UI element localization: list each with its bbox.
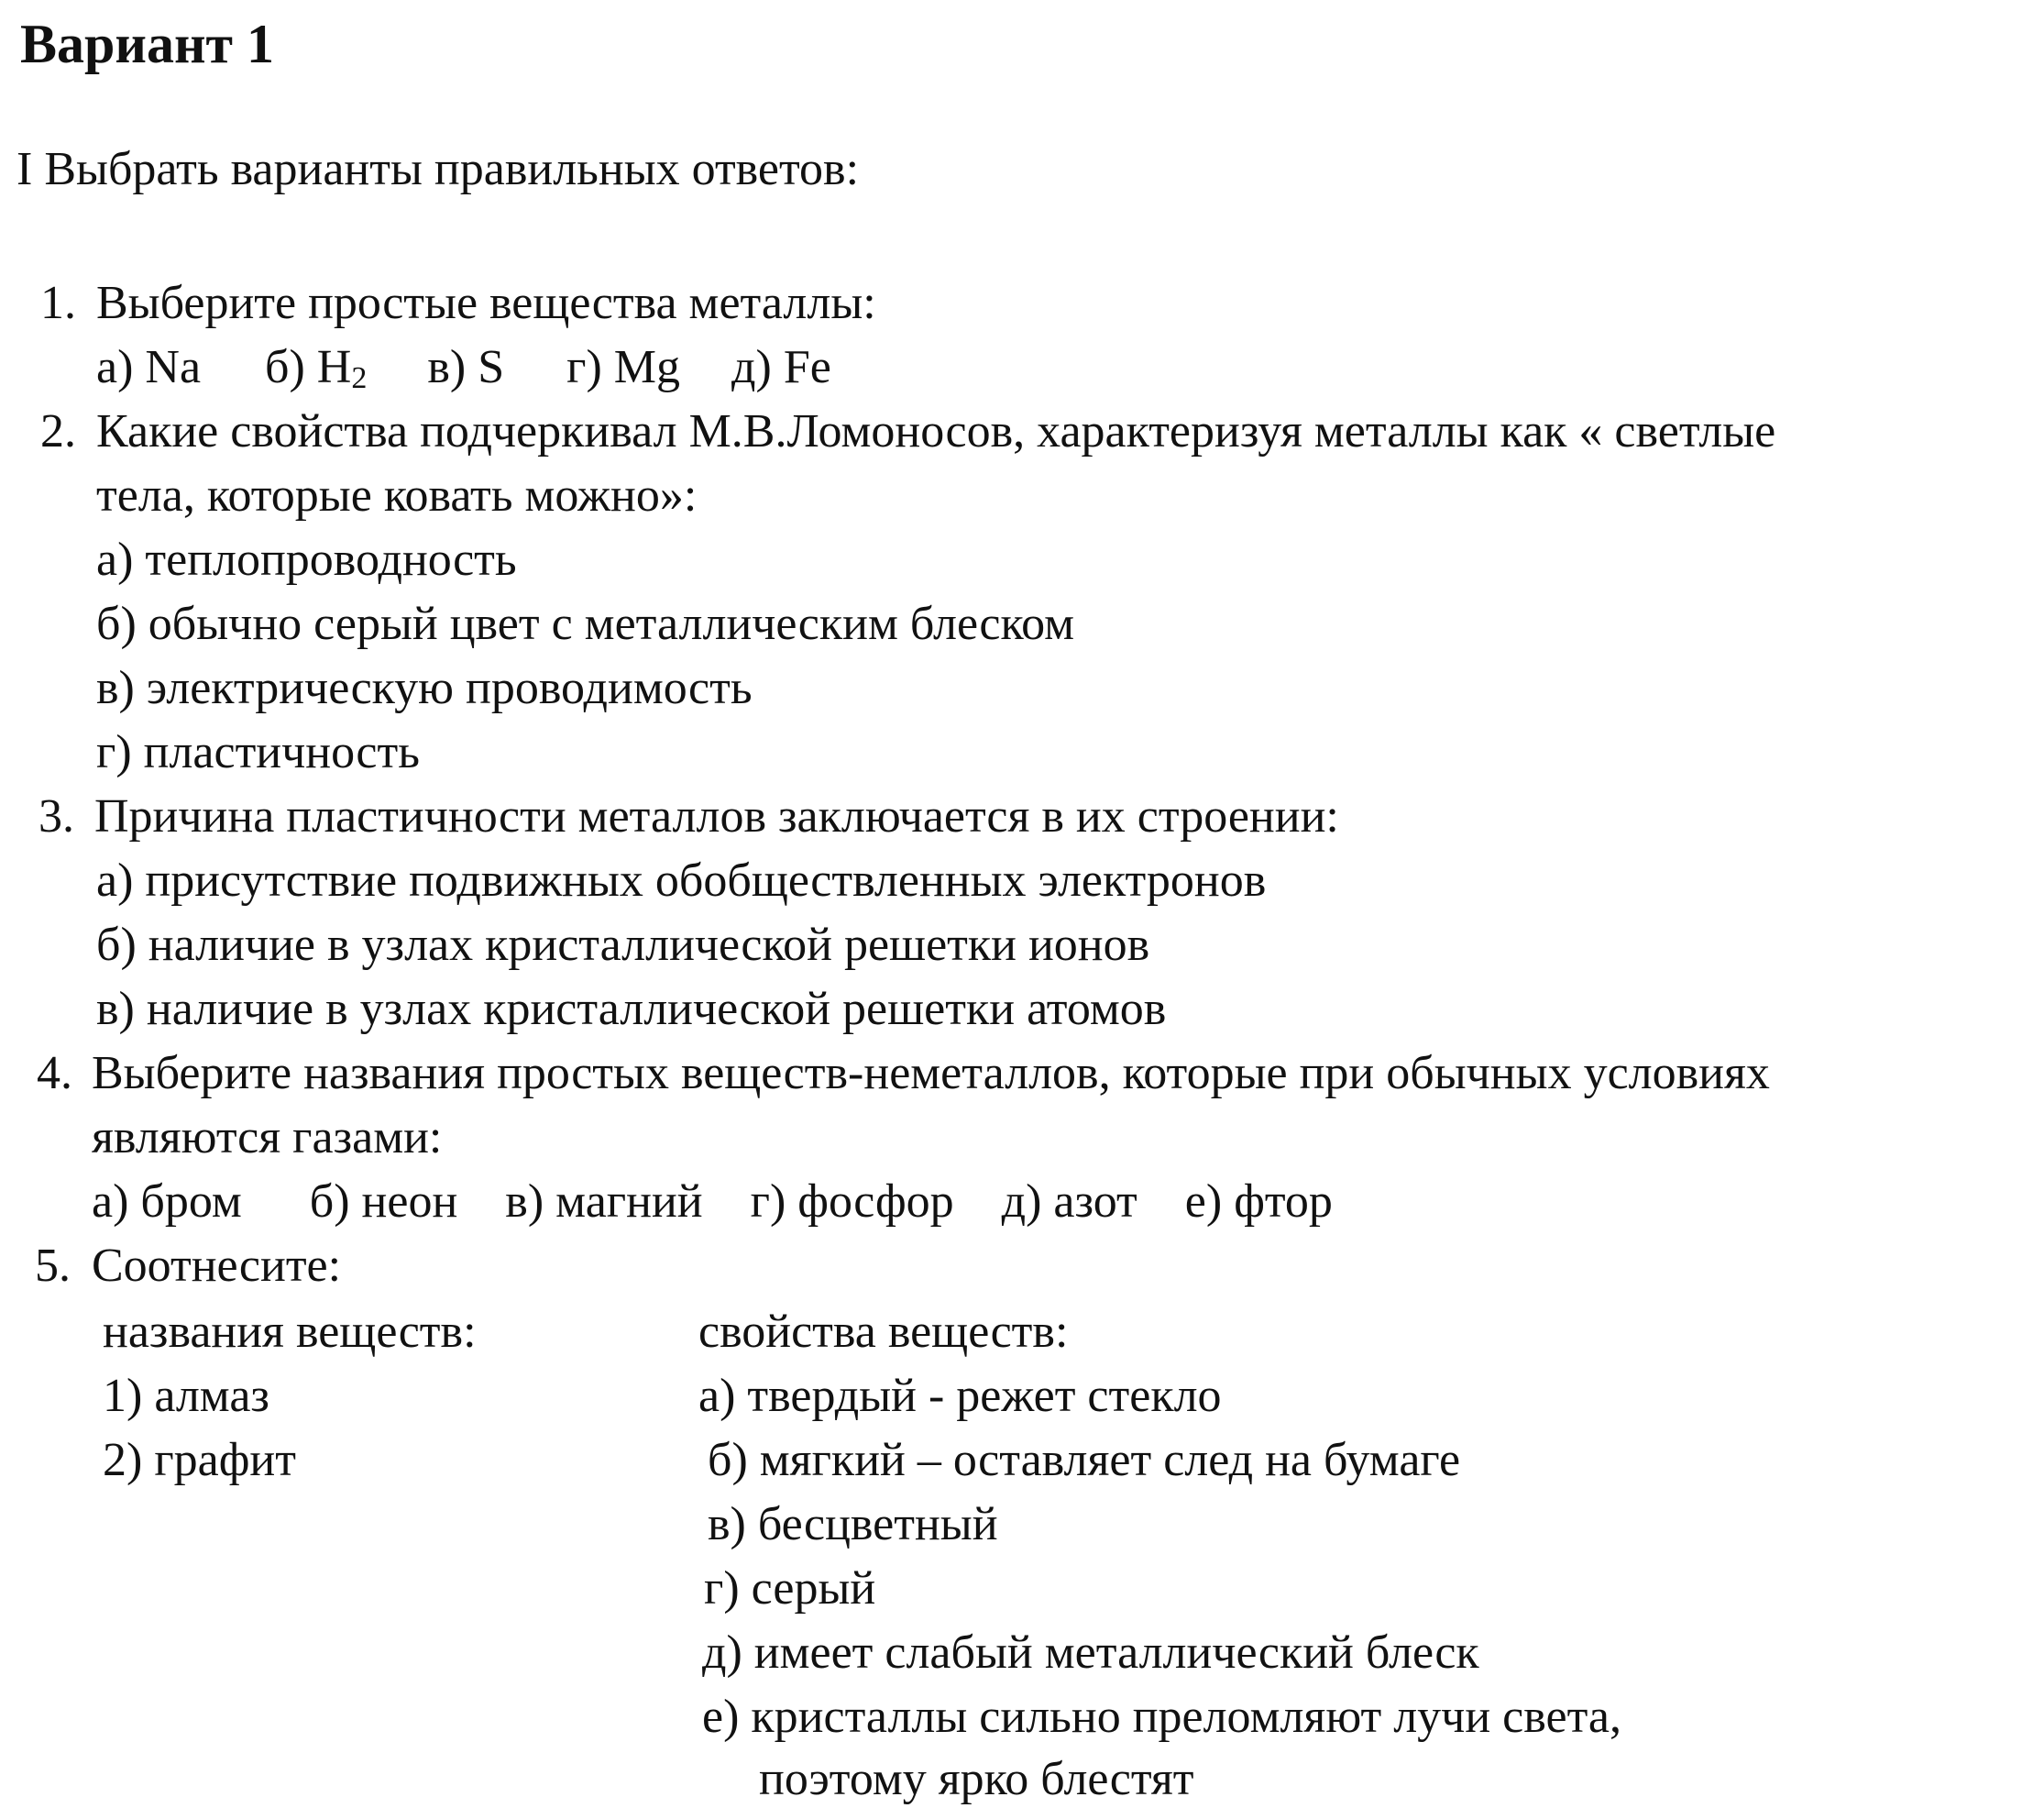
q5-right-item-d: г) серый [704, 1562, 876, 1615]
q4-options [92, 1170, 1333, 1234]
q4-option-d: г) фосфор [750, 1175, 954, 1228]
q1-option-b-subscript: 2 [351, 361, 368, 395]
q4-text-line2: являются газами: [92, 1111, 443, 1163]
q1-option-b [265, 341, 367, 393]
q2-option-b: б) обычно серый цвет с металлическим блеском [96, 598, 1074, 650]
q5-number: 5. [35, 1240, 71, 1292]
section-instruction: I Выбрать варианты правильных ответов: [16, 143, 860, 195]
q2-option-c: в) электрическую проводимость [96, 662, 753, 714]
q5-right-item-f: е) кристаллы сильно преломляют лучи света, [702, 1691, 1622, 1743]
q5-right-item-c: в) бесцветный [708, 1498, 998, 1550]
q1-option-e: д) Fe [731, 341, 831, 393]
q1-option-b-label: б) H [265, 341, 352, 393]
q2-option-d: г) пластичность [96, 726, 420, 778]
worksheet-title: Вариант 1 [20, 14, 275, 74]
q4-option-b: б) неон [309, 1175, 458, 1228]
q4-option-a: а) бром [92, 1175, 242, 1228]
q3-option-b: б) наличие в узлах кристаллической решетки ионов [96, 919, 1150, 971]
q3-option-a: а) присутствие подвижных обобществленных электронов [96, 854, 1267, 907]
q4-number: 4. [37, 1047, 72, 1099]
q3-number: 3. [38, 790, 74, 843]
q5-left-item-2: 2) графит [103, 1434, 296, 1486]
q4-text-line1: Выберите названия простых веществ-неметаллов, которые при обычных условиях [92, 1047, 1770, 1099]
q1-options [96, 336, 831, 400]
q4-option-e: д) азот [1001, 1175, 1137, 1228]
q4-option-c: в) магний [505, 1175, 703, 1228]
q4-option-f: е) фтор [1184, 1175, 1333, 1228]
q5-right-header: свойства веществ: [698, 1306, 1069, 1358]
q5-right-item-b: б) мягкий – оставляет след на бумаге [708, 1434, 1461, 1486]
q2-text-line2: тела, которые ковать можно»: [96, 469, 698, 522]
q5-right-item-e: д) имеет слабый металлический блеск [702, 1626, 1479, 1679]
q5-right-item-f-continuation: поэтому ярко блестят [759, 1753, 1194, 1805]
q2-number: 2. [40, 405, 76, 458]
q1-number: 1. [40, 277, 76, 329]
q2-text-line1: Какие свойства подчеркивал М.В.Ломоносов, характеризуя металлы как « светлые [96, 405, 1776, 458]
q1-option-a: а) Na [96, 341, 202, 393]
q3-option-c: в) наличие в узлах кристаллической решетки атомов [96, 983, 1167, 1035]
q3-text: Причина пластичности металлов заключается в их строении: [94, 790, 1339, 843]
q5-right-item-a: а) твердый - режет стекло [698, 1370, 1222, 1422]
q1-option-c: в) S [427, 341, 505, 393]
q5-left-header: названия веществ: [103, 1306, 477, 1358]
q5-text: Соотнесите: [92, 1240, 342, 1292]
q5-left-item-1: 1) алмаз [103, 1370, 269, 1422]
q1-text: Выберите простые вещества металлы: [96, 277, 876, 329]
q1-option-d: г) Mg [566, 341, 681, 393]
q2-option-a: а) теплопроводность [96, 534, 517, 586]
